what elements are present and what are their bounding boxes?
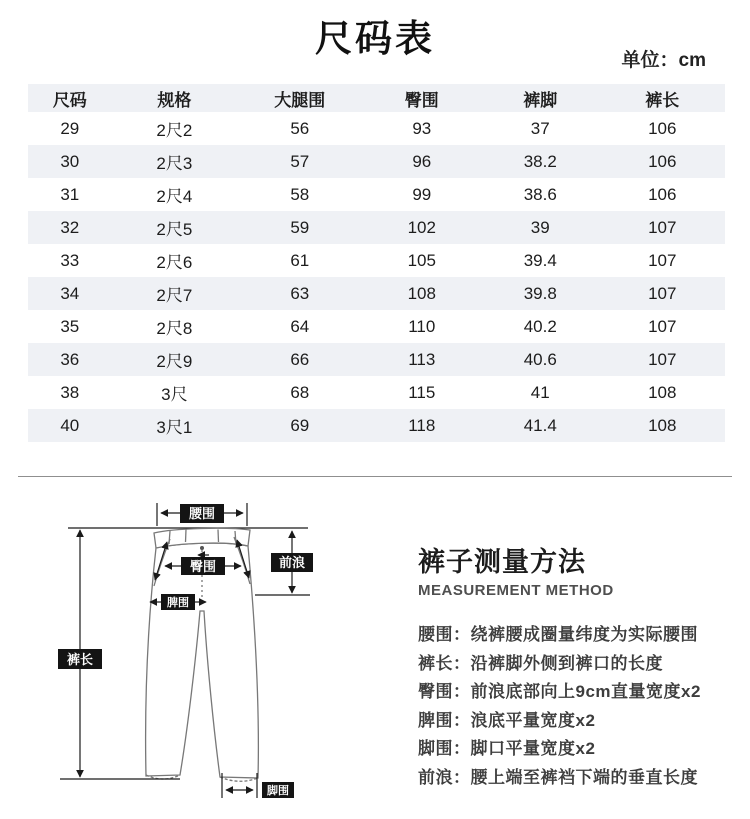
table-cell: 39.4	[523, 250, 557, 270]
table-cell: 2尺6	[156, 253, 193, 272]
table-cell: 58	[290, 184, 310, 204]
table-cell: 63	[237, 277, 362, 310]
front-rise-label	[271, 553, 313, 572]
table-cell: 2尺5	[112, 211, 237, 244]
front-rise-label-text: 前浪	[278, 555, 306, 570]
hip-label-text: 臀围	[189, 559, 217, 574]
measurement-item-label: 臀围	[418, 682, 453, 702]
measurement-method-section	[418, 540, 744, 793]
waist-label-text: 腰围	[188, 506, 216, 521]
table-cell: 57	[237, 145, 362, 178]
measurement-item-separator: ：	[453, 682, 471, 702]
column-header: 裤长	[600, 84, 726, 112]
column-header: 规格	[112, 84, 237, 112]
table-cell: 118	[363, 409, 481, 442]
table-cell: 105	[407, 250, 436, 270]
table-row	[28, 343, 725, 376]
table-cell: 2尺9	[112, 343, 237, 376]
table-cell: 2尺3	[112, 145, 237, 178]
table-cell: 2尺7	[112, 277, 237, 310]
measurement-item-text: 脚口平量宽度x2	[470, 739, 596, 759]
size-table	[28, 84, 725, 442]
table-row	[28, 310, 725, 343]
waist-button	[200, 546, 204, 550]
table-cell: 110	[408, 316, 436, 336]
measurement-item-label: 腰围	[418, 625, 453, 644]
table-row	[28, 376, 725, 409]
table-cell: 32	[28, 211, 112, 244]
table-cell: 107	[600, 211, 726, 244]
table-cell: 68	[290, 382, 310, 402]
table-cell: 33	[60, 250, 80, 270]
waist-label	[180, 504, 224, 523]
table-cell: 59	[237, 211, 362, 244]
belt-loop	[186, 530, 187, 543]
pants-measurement-diagram	[30, 492, 402, 818]
table-cell: 69	[237, 409, 362, 442]
measurement-item-label: 脾围	[418, 710, 453, 730]
thigh-label-text: 脾围	[167, 597, 189, 609]
table-cell: 34	[28, 277, 112, 310]
table-cell: 113	[363, 343, 481, 376]
table-cell: 61	[290, 250, 310, 270]
column-header: 大腿围	[237, 84, 362, 112]
table-cell: 41	[530, 382, 550, 402]
table-cell: 40	[28, 409, 112, 442]
table-cell: 56	[290, 118, 310, 138]
table-cell: 106	[648, 184, 677, 204]
measurement-item-text: 腰上端至裤裆下端的垂直长度	[470, 767, 698, 787]
measurement-item-separator: ：	[453, 767, 471, 787]
pant-length-label	[58, 649, 102, 669]
table-cell: 38	[60, 382, 80, 402]
leg-opening-label	[262, 782, 294, 798]
table-cell: 108	[600, 409, 726, 442]
hip-label	[181, 557, 225, 575]
pant-length-label-text: 裤长	[66, 652, 94, 667]
measurement-item-text: 绕裤腰成圈量纬度为实际腰围	[470, 625, 698, 644]
measurement-item	[418, 650, 744, 679]
table-cell: 41.4	[481, 409, 599, 442]
measurement-item-label: 前浪	[418, 767, 453, 787]
table-cell: 29	[60, 118, 80, 138]
measurement-item-text: 浪底平量宽度x2	[470, 710, 596, 730]
table-row	[28, 112, 725, 145]
table-cell: 96	[363, 145, 481, 178]
column-header: 裤脚	[481, 84, 599, 112]
measurement-item-separator: ：	[453, 739, 471, 759]
table-cell: 99	[412, 184, 432, 204]
measurement-item-label: 脚围	[418, 739, 453, 759]
column-header: 臀围	[363, 84, 481, 112]
measurement-item-text: 沿裤脚外侧到裤口的长度	[470, 653, 663, 673]
measurement-item	[418, 735, 744, 764]
table-cell: 107	[648, 250, 677, 270]
unit-label: 单位：cm	[621, 50, 706, 71]
table-cell: 102	[363, 211, 481, 244]
table-cell: 106	[648, 118, 677, 138]
table-cell: 93	[412, 118, 432, 138]
pants-body	[146, 543, 259, 778]
measurement-item-label: 裤长	[418, 653, 453, 673]
belt-loop	[218, 530, 219, 543]
table-row	[28, 178, 725, 211]
method-subtitle: MEASUREMENT METHOD	[418, 582, 614, 599]
table-row	[28, 211, 725, 244]
leg-opening-label-text: 脚围	[267, 785, 289, 797]
table-row	[28, 277, 725, 310]
measurement-item-separator: ：	[453, 653, 471, 673]
table-cell: 2尺2	[156, 121, 193, 140]
column-header: 尺码	[28, 84, 112, 112]
table-cell: 108	[648, 382, 677, 402]
measurement-item	[418, 678, 744, 707]
measurement-item	[418, 621, 744, 650]
table-row	[28, 244, 725, 277]
table-cell: 115	[408, 382, 436, 402]
method-list	[418, 621, 744, 793]
section-divider	[18, 476, 732, 477]
table-cell: 64	[290, 316, 310, 336]
measurement-item	[418, 764, 744, 793]
measurement-item-separator: ：	[453, 710, 471, 730]
measurement-item-text: 前浪底部向上9cm直量宽度x2	[470, 682, 701, 702]
table-cell: 108	[363, 277, 481, 310]
table-cell: 39	[481, 211, 599, 244]
table-cell: 38.2	[481, 145, 599, 178]
table-cell: 37	[530, 118, 550, 138]
table-cell: 107	[648, 316, 677, 336]
table-cell: 3尺1	[112, 409, 237, 442]
table-cell: 40.2	[523, 316, 557, 336]
page-title: 尺码表	[315, 18, 435, 59]
table-cell: 35	[60, 316, 80, 336]
table-cell: 2尺8	[156, 319, 193, 338]
table-row	[28, 145, 725, 178]
thigh-label	[161, 594, 195, 610]
measurement-item	[418, 707, 744, 736]
table-cell: 106	[600, 145, 726, 178]
table-cell: 107	[600, 277, 726, 310]
table-cell: 30	[28, 145, 112, 178]
table-cell: 31	[60, 184, 80, 204]
table-cell: 39.8	[481, 277, 599, 310]
table-cell: 2尺4	[156, 187, 193, 206]
table-cell: 107	[600, 343, 726, 376]
table-cell: 40.6	[481, 343, 599, 376]
table-cell: 3尺	[161, 385, 188, 404]
method-title: 裤子测量方法	[418, 547, 586, 577]
table-cell: 38.6	[523, 184, 557, 204]
table-row	[28, 409, 725, 442]
table-cell: 36	[28, 343, 112, 376]
size-table-body	[28, 112, 725, 442]
table-cell: 66	[237, 343, 362, 376]
measurement-item-separator: ：	[453, 625, 471, 644]
table-header-row	[28, 84, 725, 112]
